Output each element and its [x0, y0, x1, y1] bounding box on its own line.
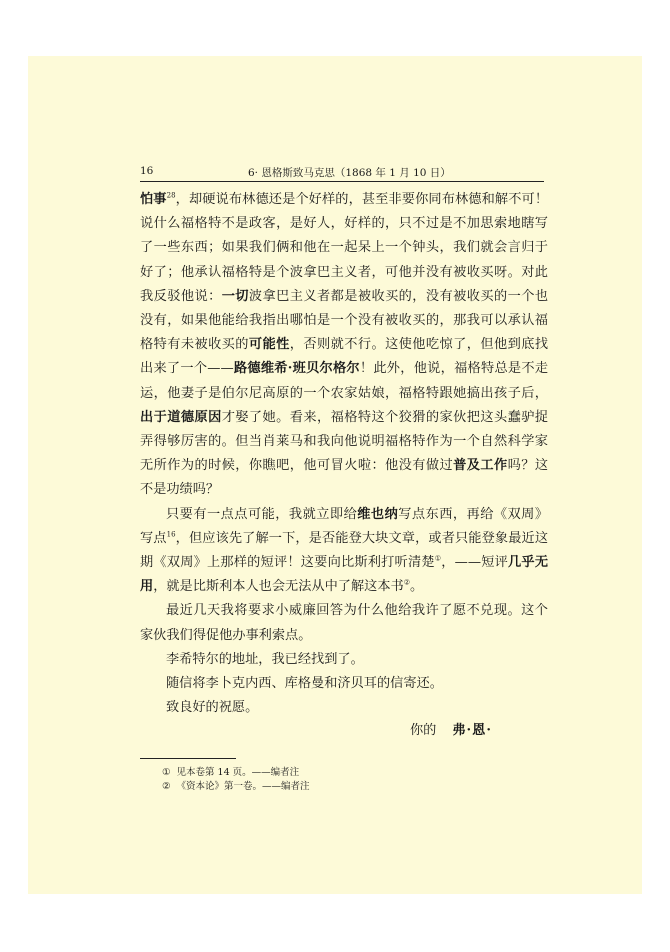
- paragraph-5: 随信将李卜克内西、库格曼和济贝耳的信寄还。: [166, 676, 443, 692]
- footnote-reference: ②: [403, 578, 411, 587]
- running-title: 6· 恩格斯致马克思（1868 年 1 月 10 日）: [248, 167, 451, 179]
- paragraph-text: 。: [410, 579, 424, 595]
- paragraph-text: 才娶了她。看来，福格特这个狡猾的家伙把这头蠢驴捉弄得够厉害的。但当肖莱马和我向他说明福格特作为一个自然科学家无所作为的时候，你瞧吧，他可冒火啦：他没有做过: [140, 409, 549, 474]
- bold-text: 出于道德原因: [140, 409, 222, 425]
- paragraph-text: ，却硬说布林德还是个好样的，甚至非要你同布林德和解不可！说什么福格特不是政客，是好人，好样的，只不过是不加思索地瞎写了一些东西；如果我们俩和他在一起呆上一个钟头，我们就会言归于好了；他承认福格特是个波拿巴主义者，可他并没有被收买呀。对此我反驳他说：: [140, 192, 549, 304]
- footnotes: [162, 766, 310, 794]
- paragraph-text: ！此外，他说，福格特总是不走运，他妻子是伯尔尼高原的一个农家姑娘，福格特跟她搞出孩子后，: [140, 361, 549, 401]
- paragraph-text: 写点东西，再给《双周》写点: [140, 506, 549, 546]
- paragraph-2: [140, 503, 548, 600]
- note-reference: 16: [166, 530, 176, 539]
- bold-text: 可能性: [248, 337, 290, 353]
- paragraph-text: ，否则就不行。这使他吃惊了，但他到底找出来了一个——: [140, 337, 549, 377]
- paragraph-4: 李希特尔的地址，我已经找到了。: [166, 651, 364, 667]
- footnote-text: 见本卷第 14 页。——编者注: [176, 767, 300, 778]
- page-number: 16: [140, 165, 154, 177]
- bold-text: 普及工作: [453, 458, 508, 474]
- footnote-text: 《资本论》第一卷。——编者注: [176, 781, 310, 792]
- bold-text: 怕事: [140, 192, 167, 207]
- paragraph-text: 只要有一点点可能，我就立即给: [166, 506, 358, 522]
- paragraph-text: ，——短评: [441, 555, 509, 571]
- signature-prefix: 你的: [410, 723, 437, 738]
- paragraph-text: 吗？这不是功绩吗？: [140, 458, 549, 498]
- footnote-item: [162, 780, 310, 794]
- paragraph-text: ，就是比斯利本人也会无法从中了解这本书: [153, 579, 404, 595]
- signature: [410, 720, 492, 742]
- paragraph-3: 最近几天我将要求小威廉回答为什么他给我许了愿不兑现。这个家伙我们得促他办事利索点。: [140, 603, 548, 643]
- note-reference: 28: [166, 191, 176, 200]
- bold-text: 维也纳: [357, 506, 399, 522]
- footnote-reference: ①: [434, 554, 442, 563]
- bold-text: 路德维希·班贝尔格尔: [233, 361, 360, 377]
- letter-body: [140, 188, 548, 720]
- footnote-mark: ②: [162, 781, 171, 792]
- bold-text: 几乎无用: [140, 555, 549, 595]
- paragraph-text: ，但应该先了解一下，是否能登大块文章，或者只能登象最近这期《双周》上那样的短评！这要向比斯利打听清楚: [140, 530, 549, 571]
- paragraph-6: 致良好的祝愿。: [166, 700, 259, 716]
- footnote-divider: [140, 758, 236, 759]
- footnote-item: [162, 766, 310, 780]
- paragraph-1: [140, 188, 548, 503]
- bold-text: 一切: [221, 288, 249, 304]
- signature-name: 弗·恩·: [452, 723, 492, 738]
- page-header: [140, 163, 544, 182]
- paragraph-text: 波拿巴主义者都是被收买的，没有被收买的一个也没有，如果他能给我指出哪怕是一个没有被收买的，那我可以承认福格特有未被收买的: [140, 288, 549, 353]
- footnote-mark: ①: [162, 767, 171, 778]
